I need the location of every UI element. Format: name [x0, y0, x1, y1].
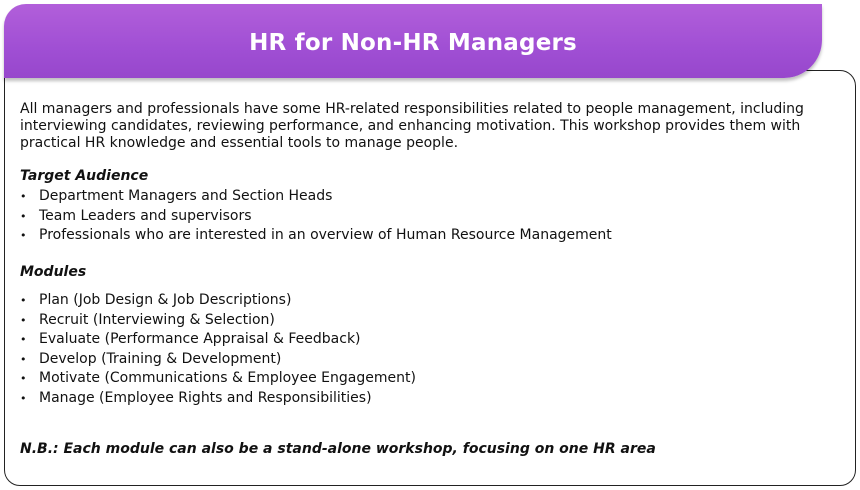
list-item-text: Manage (Employee Rights and Responsibilities) [39, 389, 372, 406]
page-title: HR for Non-HR Managers [249, 30, 577, 56]
bullet-icon: • [20, 190, 27, 203]
target-audience-list [20, 187, 612, 246]
footnote: N.B.: Each module can also be a stand-alone workshop, focusing on one HR area [20, 441, 656, 457]
bullet-icon: • [20, 229, 27, 243]
bullet-icon: • [20, 294, 27, 307]
list-item-text: Team Leaders and supervisors [39, 207, 252, 224]
list-item [20, 389, 416, 409]
bullet-icon: • [20, 313, 27, 327]
list-item-text: Recruit (Interviewing & Selection) [39, 311, 275, 328]
bullet-icon: • [20, 352, 27, 366]
list-item-text: Plan (Job Design & Job Descriptions) [39, 292, 292, 308]
bullet-icon: • [20, 333, 27, 347]
modules-list [20, 291, 416, 409]
bullet-icon: • [20, 391, 27, 405]
bullet-icon: • [20, 372, 27, 386]
list-item [20, 330, 416, 350]
list-item-text: Develop (Training & Development) [39, 350, 282, 367]
content-panel [4, 70, 856, 486]
list-item [20, 187, 612, 207]
list-item-text: Motivate (Communications & Employee Engagement) [39, 370, 416, 387]
target-audience-heading: Target Audience [20, 168, 149, 184]
list-item [20, 350, 416, 370]
list-item [20, 291, 416, 311]
list-item [20, 311, 416, 331]
list-item-text: Professionals who are interested in an overview of Human Resource Management [39, 227, 612, 244]
bullet-icon: • [20, 209, 27, 223]
list-item [20, 226, 612, 246]
intro-paragraph: All managers and professionals have some HR-related responsibilities related to people management, including interviewing candidates, reviewing performance, and enhancing motivation. This workshop provides them with practical HR knowledge and essential tools to manage people. [20, 101, 804, 151]
list-item [20, 369, 416, 389]
list-item-text: Evaluate (Performance Appraisal & Feedback) [39, 331, 361, 348]
list-item [20, 207, 612, 227]
list-item-text: Department Managers and Section Heads [39, 188, 333, 204]
title-banner [4, 4, 822, 78]
modules-heading: Modules [20, 264, 87, 280]
